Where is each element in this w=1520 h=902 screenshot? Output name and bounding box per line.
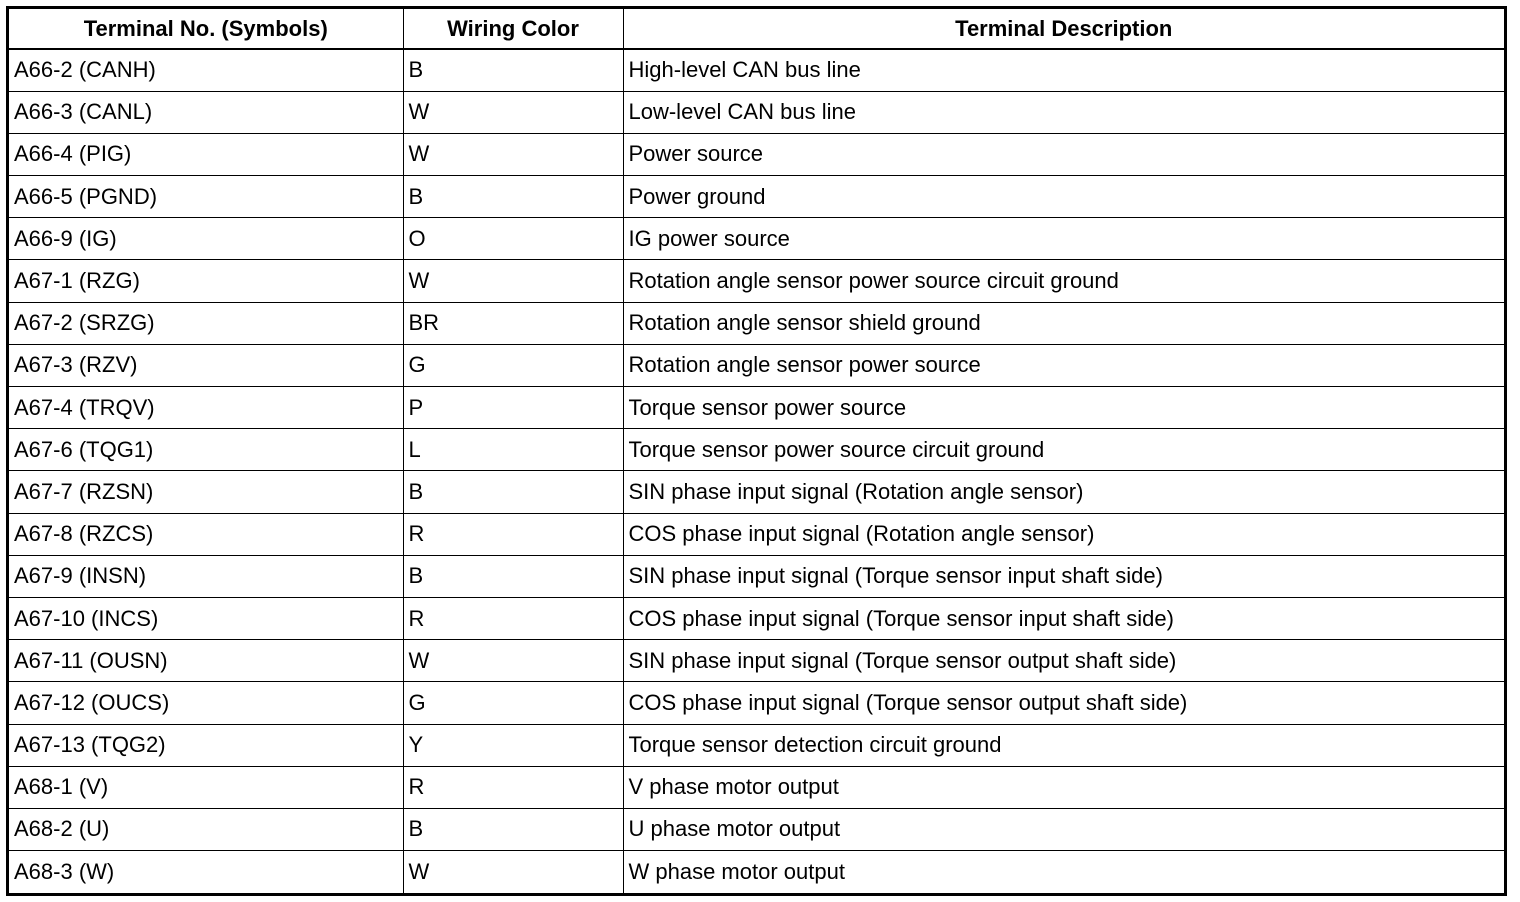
terminal-cell: A67-4 (TRQV) (9, 387, 403, 429)
wiring-color-cell: G (403, 344, 623, 386)
table-row (9, 218, 1504, 260)
description-cell: Rotation angle sensor shield ground (623, 302, 1504, 344)
description-cell: COS phase input signal (Rotation angle sensor) (623, 513, 1504, 555)
terminal-cell: A66-5 (PGND) (9, 176, 403, 218)
wiring-color-cell: B (403, 555, 623, 597)
table-row (9, 640, 1504, 682)
table-row (9, 133, 1504, 175)
description-cell: Torque sensor power source circuit ground (623, 429, 1504, 471)
terminal-cell: A68-2 (U) (9, 808, 403, 850)
terminal-cell: A66-9 (IG) (9, 218, 403, 260)
wiring-color-cell: Y (403, 724, 623, 766)
terminal-cell: A67-11 (OUSN) (9, 640, 403, 682)
wiring-color-cell: B (403, 808, 623, 850)
wiring-color-cell: R (403, 513, 623, 555)
description-cell: Rotation angle sensor power source (623, 344, 1504, 386)
terminal-cell: A67-1 (RZG) (9, 260, 403, 302)
description-cell: Torque sensor detection circuit ground (623, 724, 1504, 766)
table-row (9, 724, 1504, 766)
terminal-cell: A66-4 (PIG) (9, 133, 403, 175)
table-row (9, 513, 1504, 555)
table-row (9, 49, 1504, 91)
wiring-color-cell: R (403, 597, 623, 639)
table-row (9, 429, 1504, 471)
wiring-color-cell: P (403, 387, 623, 429)
terminal-cell: A67-3 (RZV) (9, 344, 403, 386)
terminal-cell: A67-13 (TQG2) (9, 724, 403, 766)
table-row (9, 387, 1504, 429)
wiring-color-cell: B (403, 176, 623, 218)
terminal-table (6, 6, 1507, 896)
description-cell: COS phase input signal (Torque sensor input shaft side) (623, 597, 1504, 639)
description-cell: SIN phase input signal (Torque sensor input shaft side) (623, 555, 1504, 597)
terminal-cell: A67-12 (OUCS) (9, 682, 403, 724)
table-row (9, 91, 1504, 133)
wiring-color-cell: O (403, 218, 623, 260)
header-row (9, 9, 1504, 49)
wiring-color-cell: W (403, 851, 623, 893)
description-cell: W phase motor output (623, 851, 1504, 893)
table-row (9, 176, 1504, 218)
header-wiring-color: Wiring Color (403, 9, 623, 49)
description-cell: SIN phase input signal (Torque sensor output shaft side) (623, 640, 1504, 682)
wiring-color-cell: R (403, 766, 623, 808)
description-cell: Torque sensor power source (623, 387, 1504, 429)
table-row (9, 597, 1504, 639)
header-terminal-description: Terminal Description (623, 9, 1504, 49)
terminal-cell: A68-1 (V) (9, 766, 403, 808)
table-row (9, 260, 1504, 302)
terminal-cell: A67-6 (TQG1) (9, 429, 403, 471)
table-row (9, 555, 1504, 597)
wiring-color-cell: G (403, 682, 623, 724)
terminal-cell: A66-2 (CANH) (9, 49, 403, 91)
header-terminal-no: Terminal No. (Symbols) (9, 9, 403, 49)
wiring-color-cell: B (403, 471, 623, 513)
wiring-color-cell: BR (403, 302, 623, 344)
wiring-color-cell: B (403, 49, 623, 91)
description-cell: SIN phase input signal (Rotation angle sensor) (623, 471, 1504, 513)
terminal-cell: A66-3 (CANL) (9, 91, 403, 133)
description-cell: V phase motor output (623, 766, 1504, 808)
description-cell: Power ground (623, 176, 1504, 218)
table-row (9, 851, 1504, 893)
terminal-table-grid (9, 9, 1504, 893)
table-row (9, 808, 1504, 850)
table-row (9, 344, 1504, 386)
description-cell: High-level CAN bus line (623, 49, 1504, 91)
description-cell: Low-level CAN bus line (623, 91, 1504, 133)
wiring-color-cell: W (403, 640, 623, 682)
table-row (9, 682, 1504, 724)
description-cell: IG power source (623, 218, 1504, 260)
terminal-cell: A67-9 (INSN) (9, 555, 403, 597)
description-cell: U phase motor output (623, 808, 1504, 850)
terminal-cell: A67-10 (INCS) (9, 597, 403, 639)
terminal-cell: A68-3 (W) (9, 851, 403, 893)
wiring-color-cell: W (403, 260, 623, 302)
terminal-cell: A67-7 (RZSN) (9, 471, 403, 513)
table-row (9, 471, 1504, 513)
wiring-color-cell: W (403, 91, 623, 133)
description-cell: COS phase input signal (Torque sensor output shaft side) (623, 682, 1504, 724)
description-cell: Power source (623, 133, 1504, 175)
wiring-color-cell: W (403, 133, 623, 175)
terminal-cell: A67-2 (SRZG) (9, 302, 403, 344)
wiring-color-cell: L (403, 429, 623, 471)
description-cell: Rotation angle sensor power source circuit ground (623, 260, 1504, 302)
table-row (9, 302, 1504, 344)
terminal-cell: A67-8 (RZCS) (9, 513, 403, 555)
table-row (9, 766, 1504, 808)
